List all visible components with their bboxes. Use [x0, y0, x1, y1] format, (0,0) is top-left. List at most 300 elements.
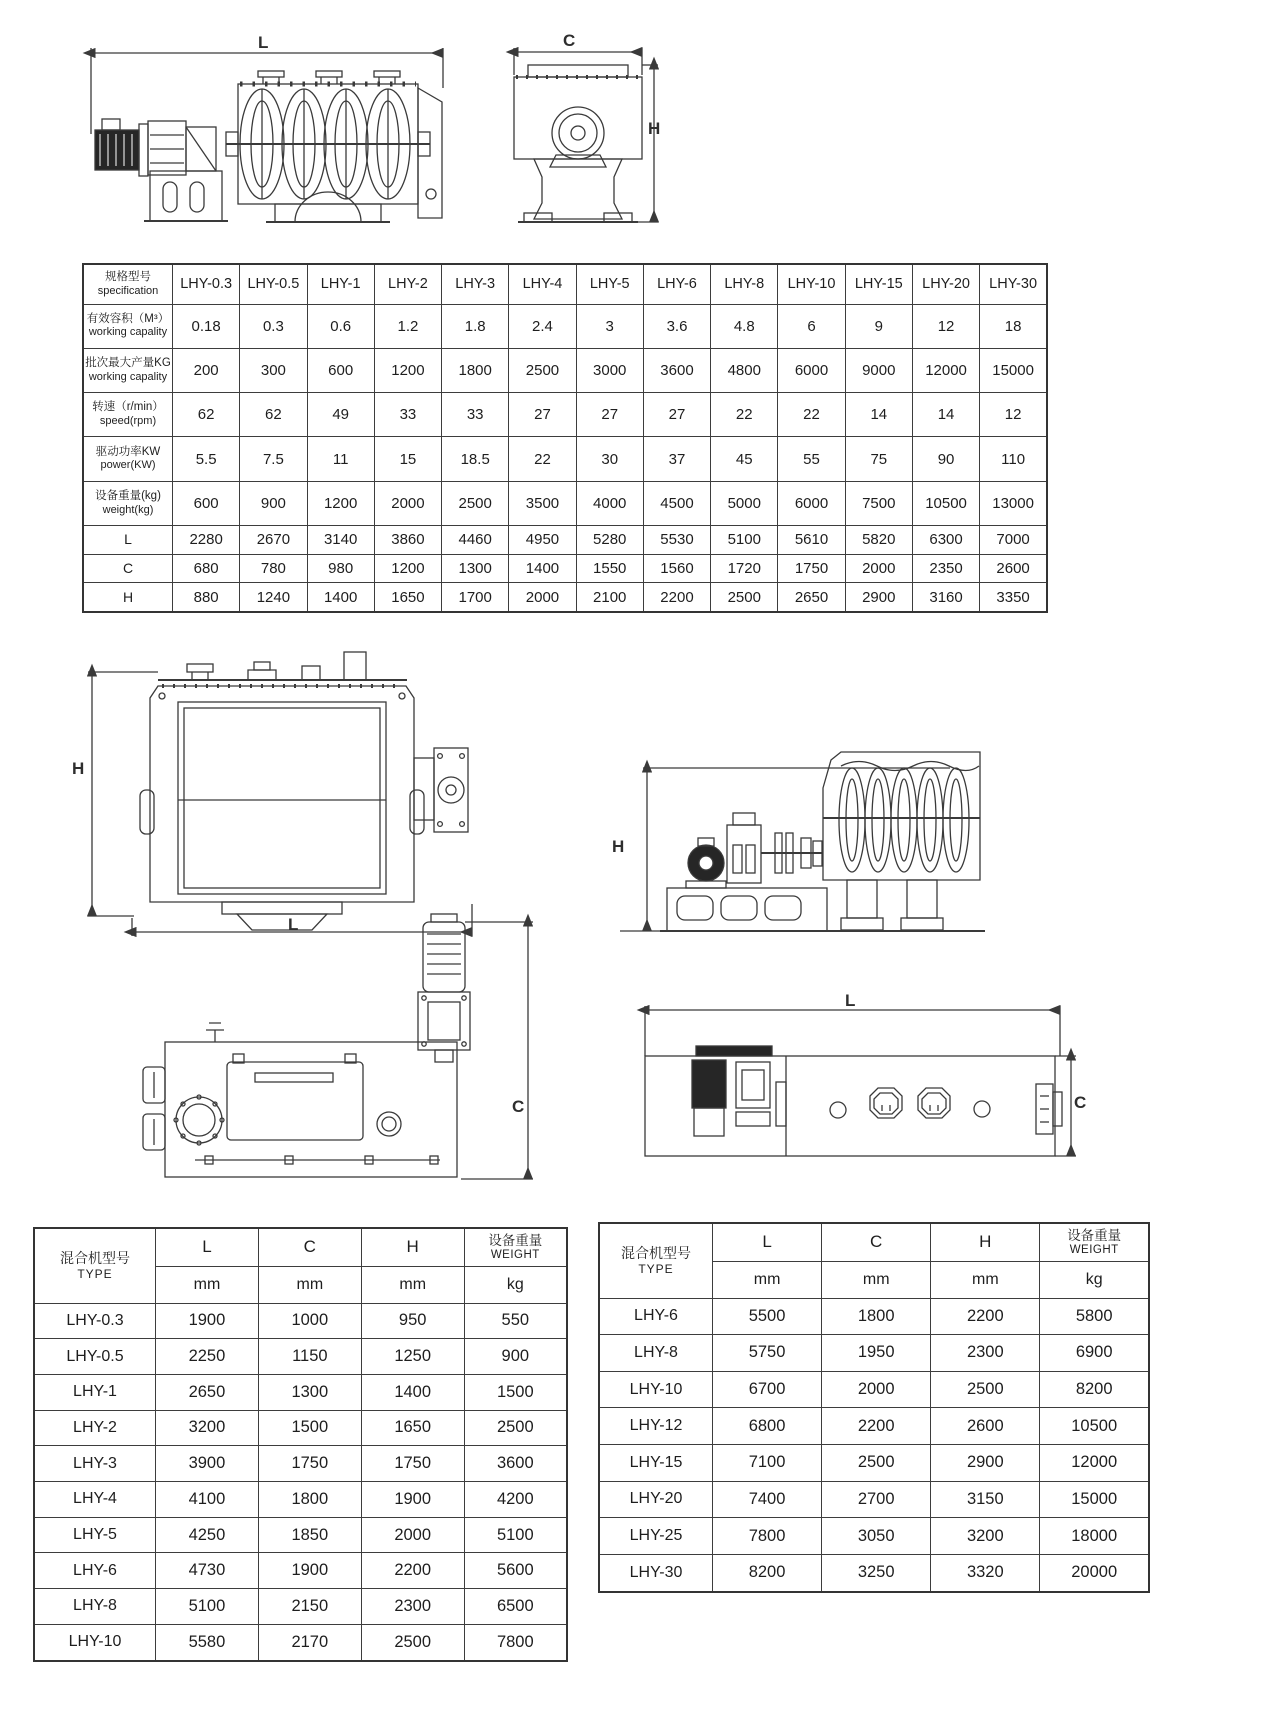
- dim-col-header: H: [931, 1223, 1040, 1261]
- spec-value-cell: 3600: [643, 348, 710, 392]
- dim-row: [34, 1553, 567, 1589]
- spec-value-cell: 55: [778, 437, 845, 481]
- spec-corner-cell: [83, 264, 173, 304]
- spec-row-label-en: weight(kg): [102, 503, 154, 516]
- dim-value-cell: 3050: [822, 1518, 931, 1555]
- spec-value-cell: 7500: [845, 481, 912, 525]
- dim-value-cell: 3900: [156, 1446, 259, 1482]
- dim-row: [599, 1554, 1149, 1592]
- spec-value-cell: 110: [980, 437, 1047, 481]
- spec-value-cell: 5.5: [173, 437, 240, 481]
- spec-value-cell: 49: [307, 393, 374, 437]
- spec-value-cell: 27: [576, 393, 643, 437]
- dim-header-row: [599, 1223, 1149, 1261]
- dim-value-cell: 1850: [258, 1517, 361, 1553]
- dim-value-cell: 3320: [931, 1554, 1040, 1592]
- dim-value-cell: 5100: [464, 1517, 567, 1553]
- mixer-plan-small-graphic: [135, 912, 550, 1184]
- spec-value-cell: 7000: [980, 526, 1047, 555]
- spec-value-cell: 880: [173, 583, 240, 612]
- spec-value-cell: 5820: [845, 526, 912, 555]
- spec-value-cell: 1720: [711, 554, 778, 583]
- spec-value-cell: 0.18: [173, 304, 240, 348]
- dim-label-H: H: [648, 119, 661, 138]
- dim-unit-cell: mm: [361, 1266, 464, 1303]
- dim-value-cell: 2500: [361, 1624, 464, 1661]
- spec-value-cell: 22: [509, 437, 576, 481]
- dim-value-cell: 2500: [464, 1410, 567, 1446]
- spec-value-cell: 600: [173, 481, 240, 525]
- spec-model-header: LHY-0.3: [173, 264, 240, 304]
- dim-value-cell: 2500: [822, 1445, 931, 1482]
- spec-value-cell: 200: [173, 348, 240, 392]
- spec-value-cell: 3860: [374, 526, 441, 555]
- spec-value-cell: 3160: [912, 583, 979, 612]
- dim-label-L: L: [845, 991, 856, 1010]
- dim-col-header: [1040, 1223, 1149, 1261]
- spec-value-cell: 2350: [912, 554, 979, 583]
- dim-value-cell: 2200: [931, 1298, 1040, 1335]
- dim-col-header-en: WEIGHT: [1069, 1243, 1119, 1256]
- dim-value-cell: 1500: [258, 1410, 361, 1446]
- spec-model-header: LHY-20: [912, 264, 979, 304]
- dim-unit-cell: mm: [713, 1261, 822, 1298]
- spec-value-cell: 62: [173, 393, 240, 437]
- dim-value-cell: 3250: [822, 1554, 931, 1592]
- spec-row-label: [83, 481, 173, 525]
- dim-model-cell: LHY-30: [599, 1554, 713, 1592]
- spec-value-cell: 780: [240, 554, 307, 583]
- spec-value-cell: 1240: [240, 583, 307, 612]
- spec-value-cell: 1.8: [442, 304, 509, 348]
- dim-row: [34, 1482, 567, 1518]
- dim-corner-cell: [34, 1228, 156, 1303]
- spec-model-header: LHY-10: [778, 264, 845, 304]
- dim-col-header: L: [156, 1228, 259, 1266]
- spec-row-label-cn: 转速（r/min）: [92, 401, 164, 414]
- spec-value-cell: 300: [240, 348, 307, 392]
- dim-corner-en: TYPE: [638, 1262, 674, 1277]
- spec-value-cell: 2100: [576, 583, 643, 612]
- dim-value-cell: 1250: [361, 1339, 464, 1375]
- spec-value-cell: 12: [912, 304, 979, 348]
- dim-row: [34, 1446, 567, 1482]
- spec-row: [83, 554, 1047, 583]
- dim-corner-cn: 混合机型号: [621, 1244, 691, 1261]
- dim-value-cell: 7400: [713, 1481, 822, 1518]
- spec-row-label: C: [83, 554, 173, 583]
- dim-value-cell: 1750: [258, 1446, 361, 1482]
- dimension-table-right: [598, 1222, 1150, 1593]
- spec-value-cell: 1300: [442, 554, 509, 583]
- spec-model-header: LHY-30: [980, 264, 1047, 304]
- dim-value-cell: 3600: [464, 1446, 567, 1482]
- dim-row: [34, 1589, 567, 1625]
- dim-row: [599, 1371, 1149, 1408]
- dim-value-cell: 950: [361, 1303, 464, 1339]
- dim-row: [599, 1408, 1149, 1445]
- dim-value-cell: 2150: [258, 1589, 361, 1625]
- dim-model-cell: LHY-2: [34, 1410, 156, 1446]
- dim-model-cell: LHY-0.3: [34, 1303, 156, 1339]
- spec-value-cell: 33: [442, 393, 509, 437]
- spec-value-cell: 5000: [711, 481, 778, 525]
- dim-value-cell: 3200: [931, 1518, 1040, 1555]
- spec-model-header: LHY-5: [576, 264, 643, 304]
- spec-corner-en: specification: [97, 284, 159, 297]
- dim-label-L: L: [258, 33, 269, 52]
- spec-row-label: [83, 348, 173, 392]
- dim-row: [599, 1298, 1149, 1335]
- spec-value-cell: 7.5: [240, 437, 307, 481]
- dimension-table-left: [33, 1227, 568, 1662]
- spec-row-label: [83, 393, 173, 437]
- spec-value-cell: 1700: [442, 583, 509, 612]
- spec-value-cell: 12000: [912, 348, 979, 392]
- spec-value-cell: 6: [778, 304, 845, 348]
- dim-value-cell: 1950: [822, 1335, 931, 1372]
- dim-col-header-cn: 设备重量: [1067, 1227, 1122, 1243]
- spec-corner-cn: 规格型号: [105, 270, 151, 283]
- dim-header-row: [34, 1228, 567, 1266]
- spec-row: [83, 393, 1047, 437]
- spec-value-cell: 15: [374, 437, 441, 481]
- drawing-cutaway-view: [555, 648, 990, 940]
- spec-row-label: [83, 437, 173, 481]
- drawing-plan-view-small: [135, 912, 550, 1184]
- dim-value-cell: 1500: [464, 1374, 567, 1410]
- spec-value-cell: 3000: [576, 348, 643, 392]
- dim-col-header-cn: 设备重量: [488, 1232, 543, 1248]
- dim-unit-cell: mm: [156, 1266, 259, 1303]
- spec-value-cell: 30: [576, 437, 643, 481]
- spec-value-cell: 1200: [374, 554, 441, 583]
- spec-value-cell: 5280: [576, 526, 643, 555]
- dim-value-cell: 5800: [1040, 1298, 1149, 1335]
- dim-model-cell: LHY-10: [599, 1371, 713, 1408]
- dim-value-cell: 1900: [361, 1482, 464, 1518]
- drawing-end-view: [500, 25, 670, 230]
- spec-value-cell: 90: [912, 437, 979, 481]
- spec-value-cell: 3140: [307, 526, 374, 555]
- spec-value-cell: 33: [374, 393, 441, 437]
- dim-value-cell: 4100: [156, 1482, 259, 1518]
- spec-value-cell: 1200: [307, 481, 374, 525]
- dim-corner-cell: [599, 1223, 713, 1298]
- dim-value-cell: 7100: [713, 1445, 822, 1482]
- dim-col-header: [464, 1228, 567, 1266]
- dim-value-cell: 1900: [156, 1303, 259, 1339]
- spec-value-cell: 1750: [778, 554, 845, 583]
- dim-value-cell: 7800: [464, 1624, 567, 1661]
- spec-value-cell: 6000: [778, 348, 845, 392]
- spec-value-cell: 2650: [778, 583, 845, 612]
- spec-value-cell: 18: [980, 304, 1047, 348]
- dim-value-cell: 550: [464, 1303, 567, 1339]
- drawing-side-view: [70, 22, 470, 234]
- spec-row: [83, 348, 1047, 392]
- dim-value-cell: 15000: [1040, 1481, 1149, 1518]
- dim-value-cell: 2170: [258, 1624, 361, 1661]
- dim-value-cell: 2600: [931, 1408, 1040, 1445]
- dim-value-cell: 2300: [361, 1589, 464, 1625]
- spec-value-cell: 2280: [173, 526, 240, 555]
- dim-value-cell: 6800: [713, 1408, 822, 1445]
- spec-value-cell: 4500: [643, 481, 710, 525]
- dim-model-cell: LHY-12: [599, 1408, 713, 1445]
- dim-unit-cell: kg: [464, 1266, 567, 1303]
- spec-value-cell: 1560: [643, 554, 710, 583]
- spec-value-cell: 4000: [576, 481, 643, 525]
- spec-model-header: LHY-3: [442, 264, 509, 304]
- dim-model-cell: LHY-0.5: [34, 1339, 156, 1375]
- dim-model-cell: LHY-6: [34, 1553, 156, 1589]
- spec-value-cell: 1400: [307, 583, 374, 612]
- mixer-front-view-graphic: [62, 640, 482, 942]
- dim-value-cell: 20000: [1040, 1554, 1149, 1592]
- dim-value-cell: 1000: [258, 1303, 361, 1339]
- dim-row: [599, 1518, 1149, 1555]
- dim-corner-cn: 混合机型号: [60, 1249, 130, 1266]
- specification-table: [82, 263, 1048, 613]
- dim-value-cell: 5750: [713, 1335, 822, 1372]
- spec-row: [83, 304, 1047, 348]
- dim-value-cell: 5100: [156, 1589, 259, 1625]
- spec-value-cell: 0.6: [307, 304, 374, 348]
- spec-value-cell: 45: [711, 437, 778, 481]
- spec-value-cell: 5530: [643, 526, 710, 555]
- dim-value-cell: 8200: [1040, 1371, 1149, 1408]
- spec-value-cell: 3: [576, 304, 643, 348]
- spec-row-label-en: power(KW): [100, 459, 156, 472]
- spec-model-header: LHY-8: [711, 264, 778, 304]
- spec-row-label-cn: 驱动功率KW: [95, 445, 161, 458]
- spec-row-label: L: [83, 526, 173, 555]
- dim-value-cell: 6700: [713, 1371, 822, 1408]
- dim-value-cell: 4730: [156, 1553, 259, 1589]
- dim-row: [34, 1339, 567, 1375]
- spec-value-cell: 12: [980, 393, 1047, 437]
- spec-model-header: LHY-15: [845, 264, 912, 304]
- spec-row-label-cn: 设备重量(kg): [95, 489, 161, 502]
- dim-value-cell: 5580: [156, 1624, 259, 1661]
- dim-row: [599, 1445, 1149, 1482]
- spec-value-cell: 1400: [509, 554, 576, 583]
- spec-value-cell: 2000: [509, 583, 576, 612]
- spec-value-cell: 2500: [509, 348, 576, 392]
- dim-row: [599, 1335, 1149, 1372]
- spec-value-cell: 62: [240, 393, 307, 437]
- dim-row: [34, 1410, 567, 1446]
- dim-unit-cell: mm: [258, 1266, 361, 1303]
- spec-value-cell: 14: [845, 393, 912, 437]
- dim-row: [34, 1624, 567, 1661]
- spec-value-cell: 2900: [845, 583, 912, 612]
- dim-value-cell: 10500: [1040, 1408, 1149, 1445]
- dim-col-header: C: [822, 1223, 931, 1261]
- spec-value-cell: 14: [912, 393, 979, 437]
- spec-value-cell: 2500: [442, 481, 509, 525]
- spec-value-cell: 27: [509, 393, 576, 437]
- dim-label-C: C: [563, 31, 576, 50]
- spec-value-cell: 6300: [912, 526, 979, 555]
- dim-value-cell: 6900: [1040, 1335, 1149, 1372]
- spec-value-cell: 2000: [374, 481, 441, 525]
- dim-unit-cell: mm: [931, 1261, 1040, 1298]
- dim-model-cell: LHY-20: [599, 1481, 713, 1518]
- spec-value-cell: 13000: [980, 481, 1047, 525]
- spec-row-label-cn: 有效容积（M³）: [86, 312, 170, 325]
- dim-value-cell: 900: [464, 1339, 567, 1375]
- dim-value-cell: 2300: [931, 1335, 1040, 1372]
- spec-value-cell: 2600: [980, 554, 1047, 583]
- dim-label-L: L: [288, 915, 299, 934]
- spec-model-header: LHY-4: [509, 264, 576, 304]
- dim-value-cell: 2650: [156, 1374, 259, 1410]
- dim-value-cell: 3150: [931, 1481, 1040, 1518]
- spec-row-label: H: [83, 583, 173, 612]
- dim-value-cell: 1650: [361, 1410, 464, 1446]
- dim-model-cell: LHY-15: [599, 1445, 713, 1482]
- dim-model-cell: LHY-6: [599, 1298, 713, 1335]
- dim-value-cell: 4250: [156, 1517, 259, 1553]
- spec-value-cell: 1.2: [374, 304, 441, 348]
- dim-value-cell: 1750: [361, 1446, 464, 1482]
- spec-value-cell: 9: [845, 304, 912, 348]
- dim-col-header: H: [361, 1228, 464, 1266]
- dim-model-cell: LHY-5: [34, 1517, 156, 1553]
- dim-value-cell: 7800: [713, 1518, 822, 1555]
- dim-row: [34, 1517, 567, 1553]
- spec-row: [83, 526, 1047, 555]
- spec-value-cell: 5100: [711, 526, 778, 555]
- spec-value-cell: 27: [643, 393, 710, 437]
- spec-value-cell: 3500: [509, 481, 576, 525]
- spec-value-cell: 980: [307, 554, 374, 583]
- spec-model-header: LHY-1: [307, 264, 374, 304]
- spec-row-label-en: speed(rpm): [99, 415, 157, 428]
- dim-model-cell: LHY-25: [599, 1518, 713, 1555]
- spec-row-label-en: working capality: [88, 370, 168, 383]
- spec-value-cell: 4460: [442, 526, 509, 555]
- spec-value-cell: 5610: [778, 526, 845, 555]
- dim-corner-en: TYPE: [77, 1267, 113, 1282]
- spec-value-cell: 9000: [845, 348, 912, 392]
- dim-value-cell: 1800: [822, 1298, 931, 1335]
- spec-value-cell: 6000: [778, 481, 845, 525]
- spec-value-cell: 75: [845, 437, 912, 481]
- spec-row-label: [83, 304, 173, 348]
- spec-value-cell: 3.6: [643, 304, 710, 348]
- dim-value-cell: 5500: [713, 1298, 822, 1335]
- dim-col-header: C: [258, 1228, 361, 1266]
- dim-label-C: C: [512, 1097, 525, 1116]
- dim-value-cell: 2000: [822, 1371, 931, 1408]
- dim-value-cell: 1400: [361, 1374, 464, 1410]
- dim-model-cell: LHY-3: [34, 1446, 156, 1482]
- spec-model-header: LHY-0.5: [240, 264, 307, 304]
- dim-value-cell: 3200: [156, 1410, 259, 1446]
- spec-value-cell: 2.4: [509, 304, 576, 348]
- dim-unit-cell: kg: [1040, 1261, 1149, 1298]
- spec-value-cell: 2500: [711, 583, 778, 612]
- dim-value-cell: 18000: [1040, 1518, 1149, 1555]
- dim-value-cell: 1150: [258, 1339, 361, 1375]
- spec-row-label-cn: 批次最大产量KG: [85, 357, 171, 369]
- dim-value-cell: 2500: [931, 1371, 1040, 1408]
- spec-value-cell: 2200: [643, 583, 710, 612]
- spec-value-cell: 680: [173, 554, 240, 583]
- spec-row: [83, 437, 1047, 481]
- dim-row: [34, 1303, 567, 1339]
- spec-value-cell: 4950: [509, 526, 576, 555]
- dim-value-cell: 1300: [258, 1374, 361, 1410]
- dim-label-H: H: [612, 837, 625, 856]
- spec-value-cell: 10500: [912, 481, 979, 525]
- dim-model-cell: LHY-4: [34, 1482, 156, 1518]
- spec-value-cell: 2000: [845, 554, 912, 583]
- dim-value-cell: 2700: [822, 1481, 931, 1518]
- spec-row-label-en: working capality: [88, 326, 168, 339]
- dim-value-cell: 2250: [156, 1339, 259, 1375]
- dim-value-cell: 6500: [464, 1589, 567, 1625]
- dim-label-C: C: [1074, 1093, 1087, 1112]
- dim-value-cell: 8200: [713, 1554, 822, 1592]
- spec-value-cell: 1200: [374, 348, 441, 392]
- mixer-end-view-graphic: [500, 25, 670, 230]
- spec-value-cell: 11: [307, 437, 374, 481]
- spec-value-cell: 4800: [711, 348, 778, 392]
- spec-row: [83, 583, 1047, 612]
- spec-value-cell: 37: [643, 437, 710, 481]
- dim-value-cell: 4200: [464, 1482, 567, 1518]
- spec-value-cell: 3350: [980, 583, 1047, 612]
- dim-value-cell: 2900: [931, 1445, 1040, 1482]
- spec-model-header: LHY-2: [374, 264, 441, 304]
- spec-value-cell: 2670: [240, 526, 307, 555]
- spec-header-row: [83, 264, 1047, 304]
- dim-unit-cell: mm: [822, 1261, 931, 1298]
- dim-value-cell: 1800: [258, 1482, 361, 1518]
- dim-label-H: H: [72, 759, 85, 778]
- dim-value-cell: 2200: [361, 1553, 464, 1589]
- mixer-cutaway-graphic: [555, 648, 990, 940]
- spec-value-cell: 600: [307, 348, 374, 392]
- dim-col-header-en: WEIGHT: [490, 1248, 540, 1261]
- spec-value-cell: 22: [711, 393, 778, 437]
- drawing-front-view: [62, 640, 482, 942]
- dim-value-cell: 12000: [1040, 1445, 1149, 1482]
- spec-value-cell: 22: [778, 393, 845, 437]
- dim-model-cell: LHY-8: [34, 1589, 156, 1625]
- dim-col-header: L: [713, 1223, 822, 1261]
- spec-row: [83, 481, 1047, 525]
- spec-value-cell: 1550: [576, 554, 643, 583]
- spec-value-cell: 0.3: [240, 304, 307, 348]
- spec-value-cell: 1650: [374, 583, 441, 612]
- dim-model-cell: LHY-10: [34, 1624, 156, 1661]
- dim-model-cell: LHY-1: [34, 1374, 156, 1410]
- dim-value-cell: 5600: [464, 1553, 567, 1589]
- spec-value-cell: 4.8: [711, 304, 778, 348]
- dim-value-cell: 2000: [361, 1517, 464, 1553]
- spec-value-cell: 18.5: [442, 437, 509, 481]
- spec-value-cell: 1800: [442, 348, 509, 392]
- dim-model-cell: LHY-8: [599, 1335, 713, 1372]
- dim-value-cell: 1900: [258, 1553, 361, 1589]
- dim-row: [599, 1481, 1149, 1518]
- spec-model-header: LHY-6: [643, 264, 710, 304]
